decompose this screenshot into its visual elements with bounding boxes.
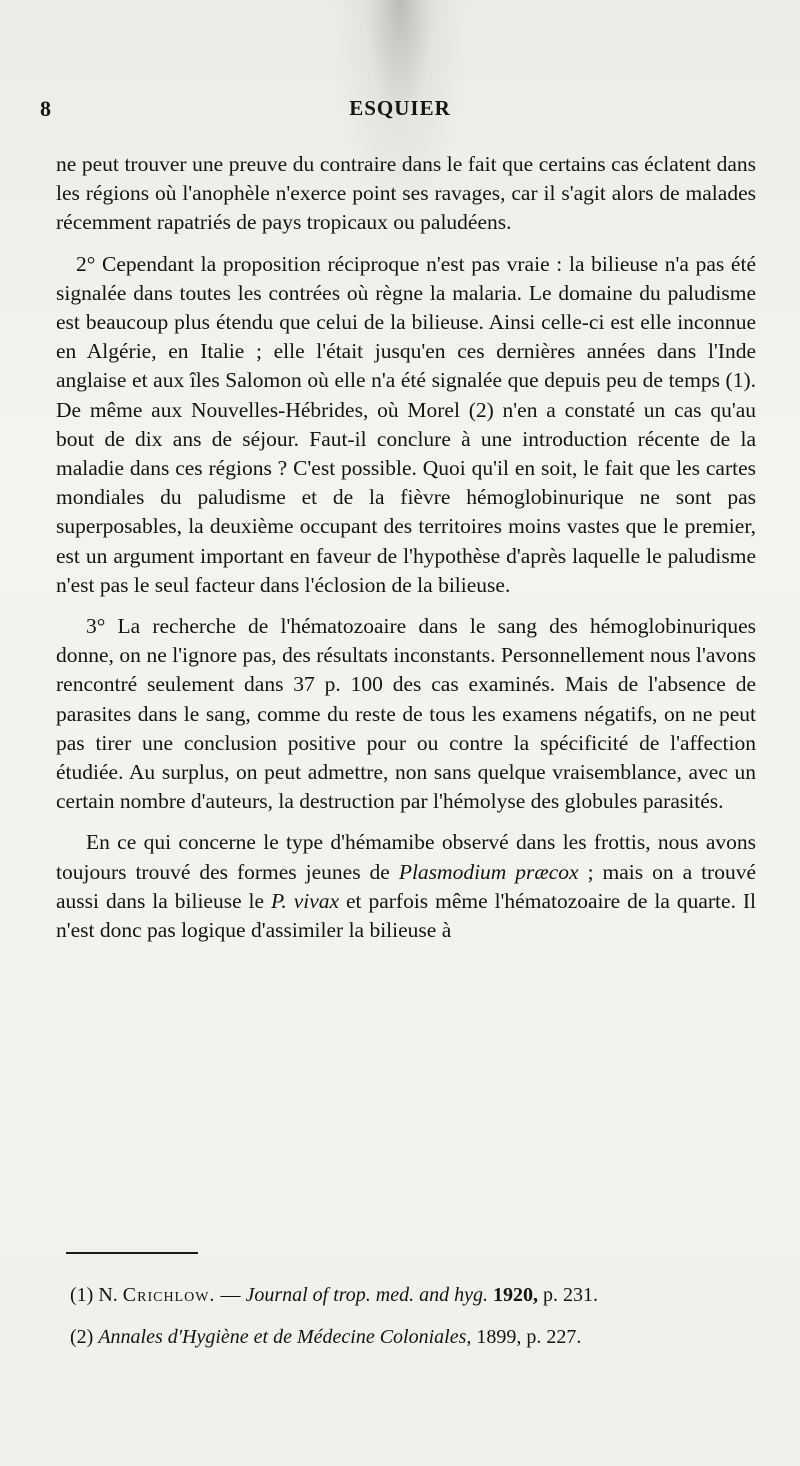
footnotes bbox=[70, 1280, 760, 1352]
paragraph-2: 2° Cependant la proposition réciproque n'est pas vraie : la bilieuse n'a pas été signalée dans toutes les contrées où règne la malaria. Le domaine du paludisme est beaucoup plus étendu que celui de la bilieuse. Ainsi celle-ci est elle inconnue en Algérie, en Italie ; elle l'était jusqu'en ces dernières années dans l'Inde anglaise et aux îles Salomon où elle n'a été signalée que depuis peu de temps (1). De même aux Nouvelles-Hébrides, où Morel (2) n'en a constaté un cas qu'au bout de dix ans de séjour. Faut-il conclure à une introduction récente de la maladie dans ces régions ? C'est possible. Quoi qu'il en soit, le fait que les cartes mondiales du paludisme et de la fièvre hémoglobinurique ne sont pas superposables, la deuxième occupant des territoires moins vastes que le premier, est un argument important en faveur de l'hypothèse d'après laquelle le paludisme n'est pas le seul facteur dans l'éclosion de la bilieuse. bbox=[56, 251, 756, 597]
footnote-2-rest: 1899, p. 227. bbox=[476, 1326, 582, 1348]
paragraph-4-text-b: ; mais on a trouvé aussi dans la bilieuse le bbox=[56, 859, 757, 913]
page-header bbox=[40, 96, 760, 126]
body-text bbox=[56, 150, 756, 945]
species-name-vivax: P. vivax bbox=[271, 888, 340, 913]
footnote-rule bbox=[66, 1252, 198, 1254]
footnote-2-mark: (2) bbox=[70, 1326, 94, 1348]
page-number: 8 bbox=[40, 96, 51, 121]
footnote-2 bbox=[70, 1322, 760, 1352]
running-head: ESQUIER bbox=[349, 96, 451, 120]
footnote-1-journal: Journal of trop. med. and hyg. bbox=[245, 1284, 489, 1306]
footnote-1-mark: (1) N. bbox=[70, 1284, 118, 1306]
footnote-1-page: p. 231. bbox=[543, 1284, 599, 1306]
footnote-2-journal: Annales d'Hygiène et de Médecine Coloniales, bbox=[98, 1326, 472, 1348]
paragraph-4-text-c: et parfois même l'hématozoaire de la quarte. Il n'est donc pas logique d'assimiler la bilieuse à bbox=[56, 888, 757, 943]
footnote-1-author: Crichlow. bbox=[122, 1284, 216, 1306]
footnote-1-dash: — bbox=[220, 1284, 241, 1306]
paragraph-1: ne peut trouver une preuve du contraire dans le fait que certains cas éclatent dans les régions où l'anophèle n'exerce point ses ravages, car il s'agit alors de malades récemment rapatriés de pays tropicaux ou paludéens. bbox=[56, 152, 756, 235]
footnote-1 bbox=[70, 1280, 760, 1310]
paragraph-4-text-a: En ce qui concerne le type d'hémamibe observé dans les frottis, nous avons toujours trouvé des formes jeunes de bbox=[56, 830, 756, 884]
paragraph-3: 3° La recherche de l'hématozoaire dans le sang des hémoglobinuriques donne, on ne l'ignore pas, des résultats inconstants. Personnellement nous l'avons rencontré seulement dans 37 p. 100 des cas examinés. Mais de l'absence de parasites dans le sang, comme du reste de tous les examens négatifs, on ne peut pas tirer une conclusion positive pour ou contre la spécificité de l'affection étudiée. Au surplus, on peut admettre, non sans quelque vraisemblance, avec un certain nombre d'auteurs, la destruction par l'hémolyse des globules parasités. bbox=[56, 614, 756, 814]
footnote-1-year: 1920, bbox=[493, 1284, 539, 1306]
species-name-praecox: Plasmodium præcox bbox=[398, 859, 579, 884]
paragraph-4 bbox=[56, 828, 756, 945]
